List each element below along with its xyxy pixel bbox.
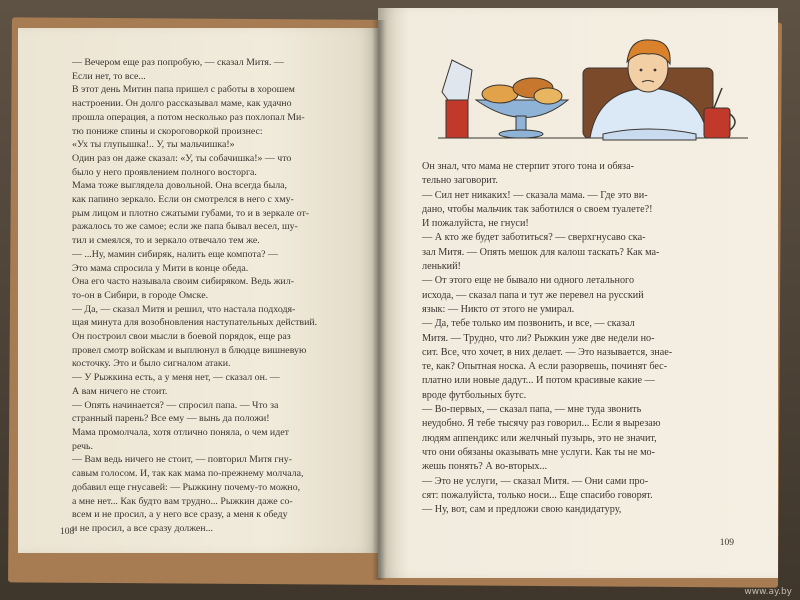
text-line: Она его часто называла своим сибиряком. Ведь жил-: [72, 276, 294, 288]
text-line: — Это не услуги, — сказал Митя. — Они сами про-: [422, 475, 649, 487]
text-line: — Вечером еще раз попробую, — сказал Митя. —: [72, 57, 284, 68]
boy-at-table-illustration: [438, 30, 748, 150]
text-line: ражалось то же самое; если же папа бывал весел, шу-: [72, 221, 298, 233]
text-line: людям аппендикс или желчный пузырь, это не значит,: [422, 432, 657, 444]
right-page: [378, 8, 778, 578]
text-line: тю пониже спины и скороговоркой произнес:: [72, 125, 263, 137]
text-line: косточку. Это и было сигналом атаки.: [72, 358, 231, 370]
text-line: ленький!: [422, 261, 461, 273]
text-line: — А кто же будет заботиться? — сверхгнусаво ска-: [422, 232, 646, 244]
left-page: [18, 28, 378, 553]
text-line: всем и не просил, а у него все сразу, а меня к обеду: [72, 509, 288, 521]
text-line: зал Митя. — Опять мешок для калош таскать? Как ма-: [422, 246, 660, 258]
text-line: Если нет, то все...: [72, 70, 146, 82]
text-line: «Ух ты глупышка!.. У, ты мальчишка!»: [72, 139, 235, 151]
text-line: и не просил, а все сразу должен...: [72, 522, 213, 534]
text-line: неудобно. Я тебе тысячу раз говорил... Если я вырезаю: [422, 418, 661, 430]
text-line: прошла операция, а потом несколько раз похлопал Ми-: [72, 111, 305, 123]
text-line: — У Рыжкина есть, а у меня нет, — сказал он. —: [72, 372, 280, 384]
text-line: как папино зеркало. Если он смотрелся в него с хму-: [72, 194, 294, 206]
text-line: Мама тоже выглядела довольной. Она всегда была,: [72, 180, 287, 192]
text-line: Один раз он даже сказал: «У, ты собачишка!» — что: [72, 152, 292, 164]
text-line: Он построил свои мысли в боевой порядок, еще раз: [72, 331, 291, 343]
text-line: добавил еще гнусавей: — Рыжкину почему-то можно,: [72, 481, 301, 493]
right-page-number: 109: [719, 538, 734, 548]
text-line: — Сил нет никаких! — сказала мама. — Где это ви-: [422, 189, 648, 201]
text-line: то-он в Сибири, в городе Омске.: [72, 289, 209, 301]
text-line: дано, чтобы мальчик так заботился о своем туалете?!: [422, 203, 653, 215]
text-line: вроде футбольных бутс.: [422, 389, 527, 401]
text-line: савым голосом. И, так как мама по-прежнему молчала,: [72, 468, 304, 480]
text-line: А вам ничего не стоит.: [72, 385, 168, 397]
text-line: тил и смеялся, то и зеркало отвечало тем же.: [72, 235, 260, 247]
text-line: — Опять начинается? — спросил папа. — Что за: [72, 399, 279, 411]
text-line: — Ну, вот, сам и предложи свою кандидатуру,: [422, 504, 622, 516]
text-line: — Во-первых, — сказал папа, — мне туда звонить: [422, 404, 642, 416]
text-line: странный парень? Все ему — вынь да положи!: [72, 413, 270, 425]
text-line: настроении. Он долго рассказывал маме, как удачно: [72, 98, 292, 110]
text-line: было у него проявлением полного восторга.: [72, 166, 257, 178]
left-page-text: [58, 56, 362, 536]
text-line: щая минута для возобновления наступательных действий.: [72, 317, 318, 329]
text-line: речь.: [72, 440, 94, 452]
text-line: что они обязаны оказывать мне услуги. Как ты не мо-: [422, 446, 656, 458]
text-line: Мама промолчала, хотя отлично поняла, о чем идет: [72, 426, 289, 438]
text-line: И пожалуйста, не гнуси!: [422, 218, 529, 230]
text-line: сят: пожалуйста, только носи... Еще спасибо говорят.: [422, 489, 653, 501]
text-line: тельно заговорит.: [422, 175, 498, 187]
text-line: — Да, — сказал Митя и решил, что настала подходя-: [72, 303, 296, 315]
text-line: Митя. — Трудно, что ли? Рыжкин уже две недели но-: [422, 332, 655, 344]
text-line: платно или новые дадут... И потом красивые какие —: [422, 375, 655, 387]
text-line: В этот день Митин папа пришел с работы в хорошем: [72, 84, 295, 96]
text-line: язык: — Никто от этого не умирал.: [422, 303, 575, 315]
text-line: сит. Все, что хочет, в них делает. — Это называется, знае-: [422, 346, 673, 358]
text-line: — Вам ведь ничего не стоит, — повторил Митя гну-: [72, 454, 292, 466]
watermark: www.ay.by: [744, 587, 792, 597]
text-line: рым лицом и плотно сжатыми губами, то и в зеркале от-: [72, 207, 310, 219]
text-line: Он знал, что мама не стерпит этого тона и обяза-: [422, 161, 634, 172]
text-line: провел смотр войскам и выплюнул в блюдце вишневую: [72, 344, 307, 356]
text-line: исхода, — сказал папа и тут же перевел на русский: [422, 289, 644, 301]
right-page-text: [408, 160, 752, 517]
text-line: — ...Ну, мамин сибиряк, налить еще компота? —: [72, 248, 278, 260]
left-page-number: 108: [60, 527, 75, 537]
text-line: Это мама спросила у Мити в конце обеда.: [72, 262, 249, 274]
text-line: жешь понять? А во-вторых...: [422, 461, 548, 473]
text-line: — Да, тебе только им позвонить, и все, — сказал: [422, 318, 635, 330]
text-line: — От этого еще не бывало ни одного летального: [422, 275, 635, 287]
book-gutter: [372, 20, 386, 580]
text-line: те, как? Опытная носка. А если разорвешь, починят бес-: [422, 361, 668, 373]
text-line: а мне нет... Как будто вам трудно... Рыжкин даже со-: [72, 495, 293, 507]
